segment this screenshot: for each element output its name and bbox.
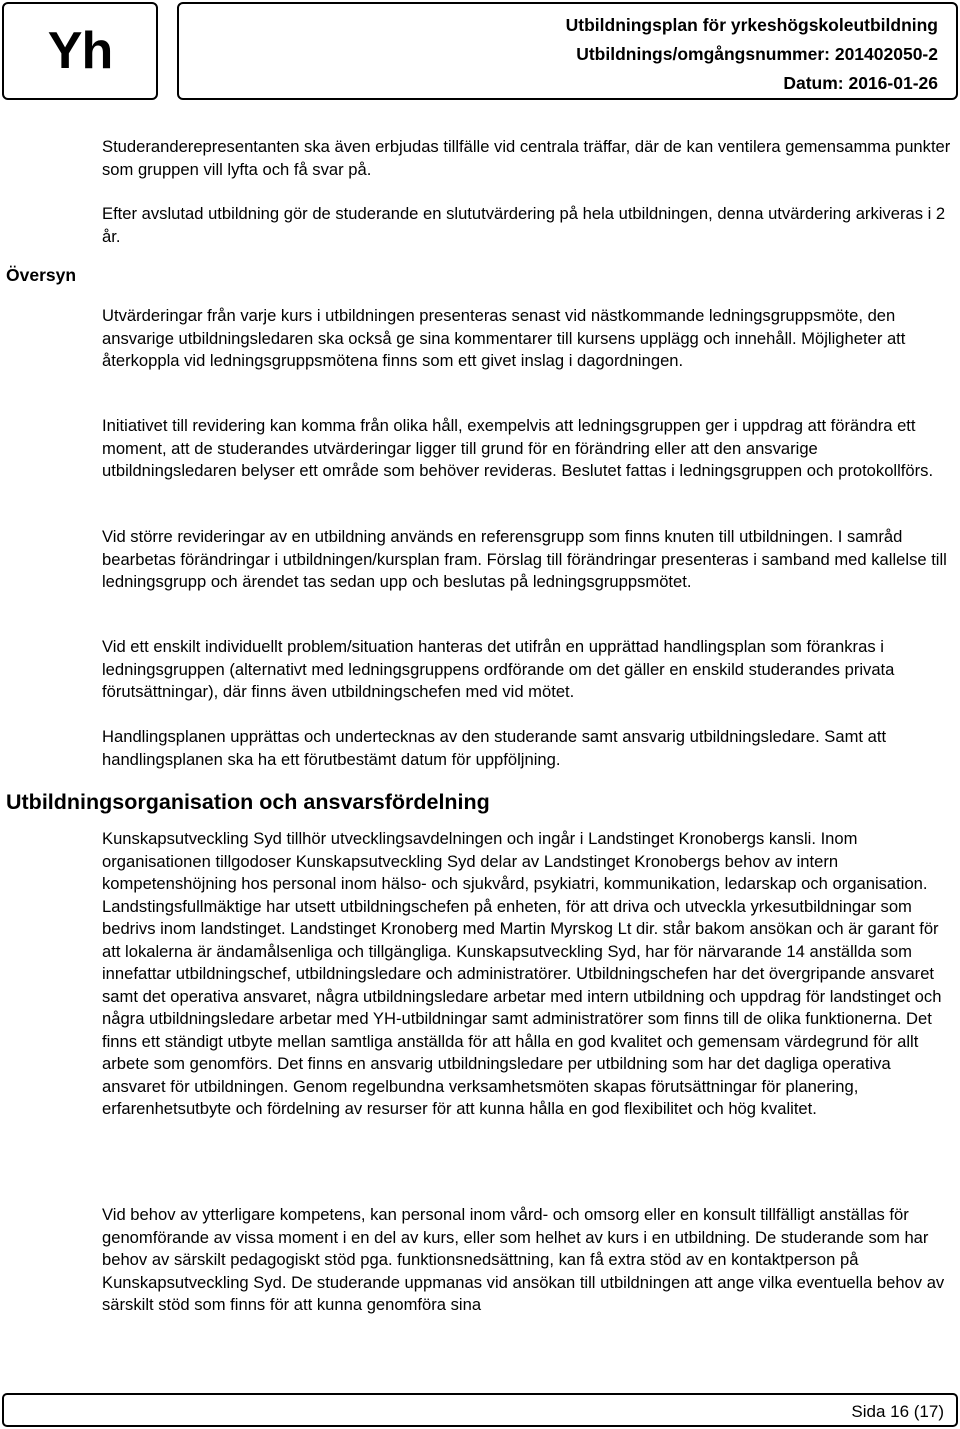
logo-text: Yh xyxy=(47,22,113,80)
page-number: Sida 16 (17) xyxy=(851,1402,944,1421)
paragraph: Vid behov av ytterligare kompetens, kan personal inom vård- och omsorg eller en konsult tillfälligt anställas för genomförande av vissa moment i en del av kurs, eller som helhet av kurs i en utbildning. De studerande som har behov av särskilt pedagogiskt stöd pga. funktionsnedsättning, kan få extra stöd av en kontaktperson på Kunskapsutveckling Syd. De studerande uppmanas vid ansökan till utbildningen att ange vilka eventuella behov av särskilt stöd som finns för att kunna genomföra sina xyxy=(102,1205,945,1314)
paragraph: Vid ett enskilt individuellt problem/situation hanteras det utifrån en upprättad handlingsplan som förankras i ledningsgruppen (alternativt med ledningsgruppens ordförande om det gäller en enskild studerandes privata förutsättningar), där finns även utbildningschefen med vid mötet. xyxy=(102,637,895,701)
side-label: Översyn xyxy=(6,265,77,285)
paragraph: Vid större revideringar av en utbildning används en referensgrupp som finns knuten till utbildningen. I samråd bearbetas förändringar i utbildningen/kursplan fram. Förslag till förändringar presenteras i samband med kallelse till ledningsgrupp och ärendet tas sedan upp och beslutas på ledningsgruppsmötet. xyxy=(102,527,947,591)
document-number: Utbildnings/omgångsnummer: 201402050-2 xyxy=(576,44,938,64)
document-title: Utbildningsplan för yrkeshögskoleutbildning xyxy=(565,15,938,35)
section-heading: Utbildningsorganisation och ansvarsfördelning xyxy=(6,790,490,814)
paragraph: Utvärderingar från varje kurs i utbildningen presenteras senast vid nästkommande ledningsgruppsmöte, den ansvarige utbildningsledaren ska också ge sina kommentarer till kursens upplägg och innehåll. Möjligheter att återkoppla vid ledningsgruppsmötena finns som ett givet inslag i dagordningen. xyxy=(102,306,906,370)
paragraph: Studeranderepresentanten ska även erbjudas tillfälle vid centrala träffar, där de kan ventilera gemensamma punkter som gruppen vill lyfta och få svar på. xyxy=(102,137,951,179)
paragraph: Initiativet till revidering kan komma från olika håll, exempelvis att ledningsgruppen ger i uppdrag att förändra ett moment, att de studerandes utvärderingar ligger till grund för en förändring eller att den ansvarige utbildningsledaren belyser ett område som behöver revideras. Beslutet fattas i ledningsgruppen och protokollförs. xyxy=(102,416,934,480)
paragraph: Handlingsplanen upprättas och undertecknas av den studerande samt ansvarig utbildningsledare. Samt att handlingsplanen ska ha ett förutbestämt datum för uppföljning. xyxy=(102,727,887,769)
document-header xyxy=(177,2,958,100)
page-footer xyxy=(2,1393,958,1427)
logo-box xyxy=(2,2,158,100)
document-date: Datum: 2016-01-26 xyxy=(783,73,938,93)
paragraph: Kunskapsutveckling Syd tillhör utvecklingsavdelningen och ingår i Landstinget Kronobergs kansli. Inom organisationen tillgodoser Kunskapsutveckling Syd delar av Landstinget Kronobergs behov av intern kompetenshöjning hos personal inom hälso- och sjukvård, psykiatri, kommunikation, ledarskap och organisation. Landstingsfullmäktige har utsett utbildningschefen på enheten, för att driva och utveckla yrkesutbildningar som bedrivs inom landstinget. Landstinget Kronoberg med Martin Myrskog Lt dir. står bakom ansökan och är garant för att lokalerna är ändamålsenliga och tillgängliga. Kunskapsutveckling Syd, har för närvarande 14 anställda som innefattar utbildningschef, utbildningsledare och administratörer. Utbildningschefen har det övergripande ansvaret samt det operativa ansvaret, några utbildningsledare arbetar med intern utbildning och uppdrag för landstinget och några utbildningsledare arbetar med YH-utbildningar samt administratörer som finns till de olika funktionerna. Det finns ett ständigt utbyte mellan samtliga anställda för att hålla en god kvalitet och gemensam värdegrund för allt arbete som genomförs. Det finns en ansvarig utbildningsledare per utbildning som har det dagliga operativa ansvaret för utbildningen. Genom regelbundna verksamhetsmöten skapas förutsättningar för planering, erfarenhetsutbyte och fördelning av resurser för att kunna hålla en god flexibilitet och hög kvalitet. xyxy=(102,829,942,1118)
paragraph: Efter avslutad utbildning gör de studerande en slututvärdering på hela utbildningen, denna utvärdering arkiveras i 2 år. xyxy=(102,204,946,246)
